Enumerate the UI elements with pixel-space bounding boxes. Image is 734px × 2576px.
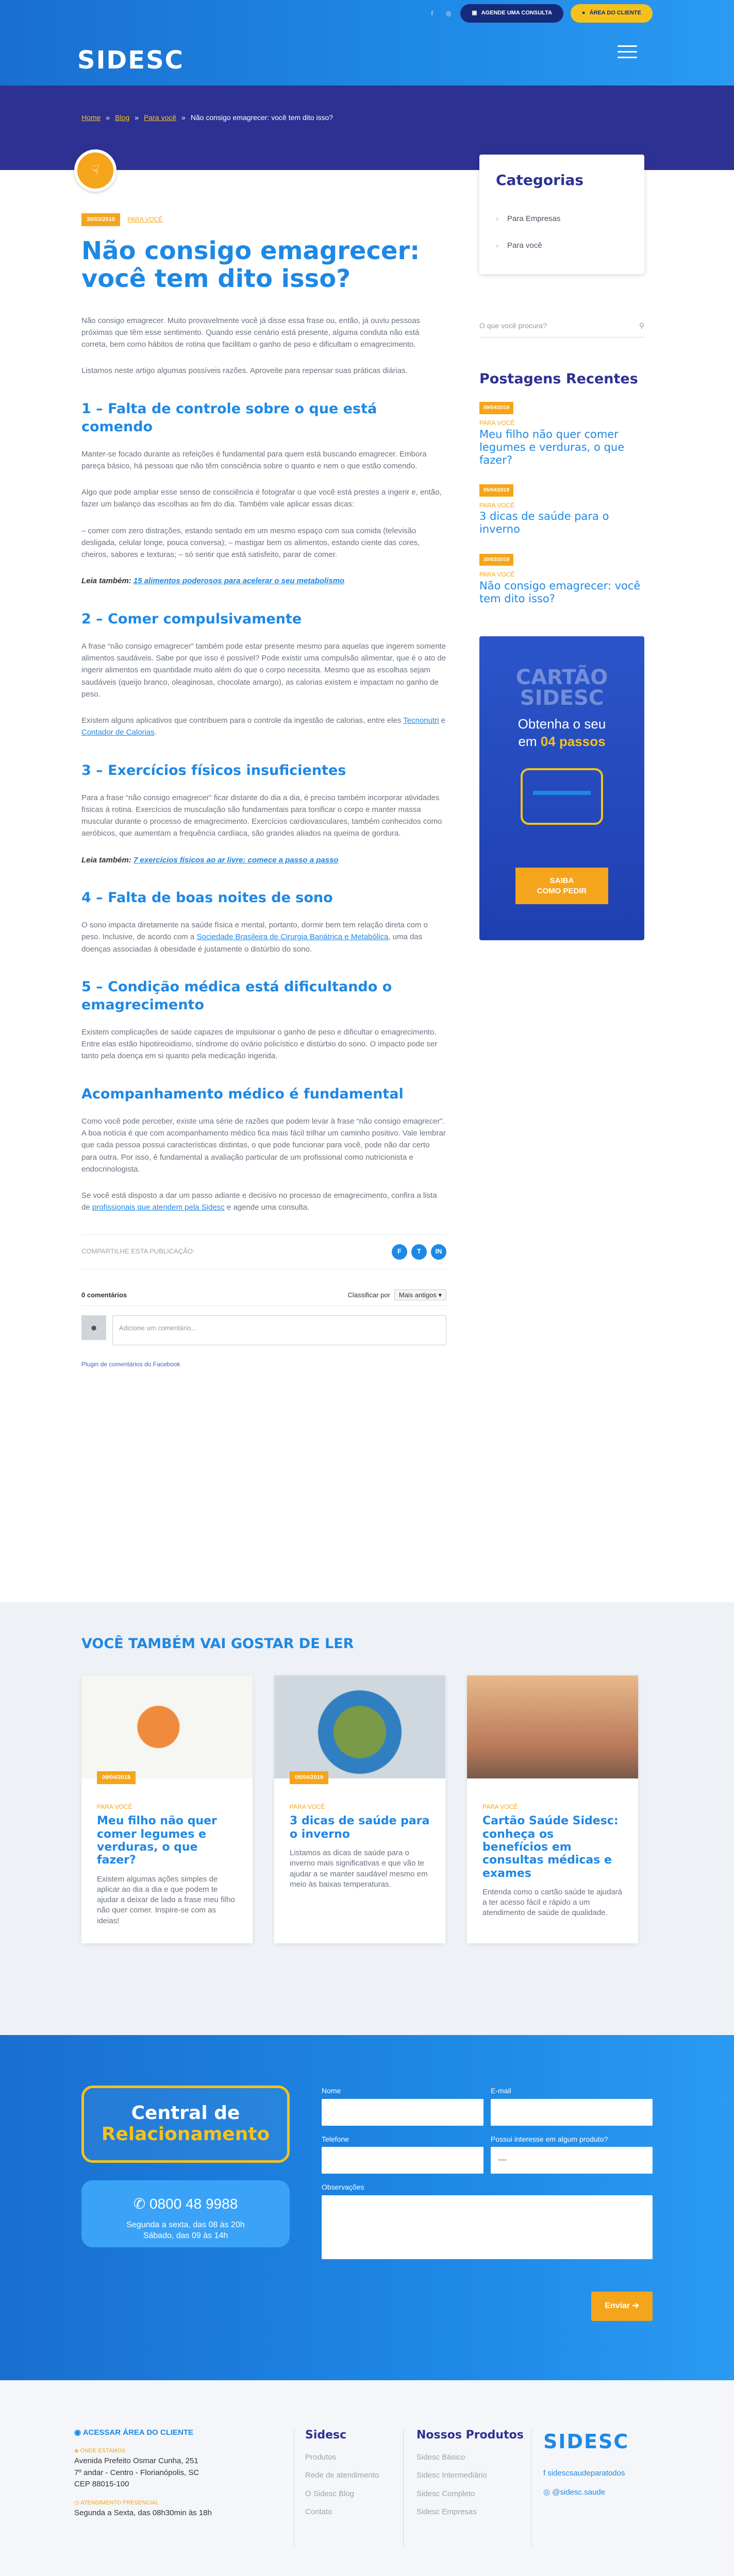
contact-title: Central de [131, 2103, 240, 2124]
section-heading: 5 – Condição médica está dificultando o emagrecimento [81, 978, 392, 1013]
footer-col-title: Nossos Produtos [416, 2429, 524, 2442]
notes-label: Observações [322, 2183, 364, 2192]
facebook-handle: sidescsaudeparatodos [547, 2468, 625, 2478]
paragraph: – comer com zero distrações, estando sentado em um mesmo espaço com sua comida (televisão desligada, celular longe, pouca conversa); – mastigar bem os alimentos, estando ciente das cores, cheiros, sabores e texturas; – só sentir que está satisfeito, parar de comer. [81, 526, 420, 560]
avatar: ● [81, 1315, 106, 1340]
text: , uma das doenças associadas à obesidade é justamente o distúrbio do sono. [81, 933, 423, 954]
read-also-label: Leia também: [81, 855, 131, 865]
btn-line: SAIBA [549, 876, 574, 886]
schedule-appointment-button[interactable] [460, 4, 563, 23]
facebook-icon[interactable]: f [431, 9, 433, 17]
credit-card-icon [521, 768, 603, 825]
hours: Sábado, das 09 às 14h [143, 2231, 228, 2241]
main-content [0, 163, 734, 1602]
related-card[interactable] [81, 1675, 253, 1943]
post-date: 30/03/2019 [81, 213, 120, 226]
footer-link[interactable]: Produtos [305, 2453, 337, 2462]
section-heading: 1 – Falta de controle sobre o que está comendo [81, 400, 377, 435]
paragraph: Existem complicações de saúde capazes de impulsionar o ganho de peso e dificultar o emagrecimento. Entre elas estão hipotireoidismo, síndrome do ovário policístico e distúrbio do sono. O impacto pode ser tanto pela doença em si quanto pela medicação ingerida. [81, 1027, 438, 1061]
product-label: Possui interesse em algum produto? [491, 2134, 608, 2143]
site-header [0, 0, 734, 86]
phone-label: Telefone [322, 2134, 349, 2143]
facebook-link[interactable] [543, 2467, 662, 2479]
phone-icon: ✆ [133, 2196, 146, 2212]
name-field[interactable] [322, 2099, 483, 2126]
related-posts [0, 1602, 734, 2035]
breadcrumb-current: Não consigo emagrecer: você tem dito isso? [190, 113, 333, 122]
breadcrumb-category[interactable]: Para você [143, 113, 177, 122]
post-category: PARA VOCÊ [479, 501, 515, 509]
related-title: VOCÊ TAMBÉM VAI GOSTAR DE LER [81, 1636, 354, 1652]
product-select[interactable]: ---- [491, 2147, 653, 2174]
share-label: COMPARTILHE ESTA PUBLICAÇÃO: [81, 1247, 195, 1256]
post-excerpt: Existem algumas ações simples de aplicar ao dia a dia e que podem te ajudar a deixar de lado a frase meu filho não quer comer. Inspire-se com as ideias! [97, 1874, 235, 1925]
address-line: 7º andar - Centro - Florianópolis, SC [74, 2468, 199, 2477]
section-heading: Acompanhamento médico é fundamental [81, 1086, 404, 1102]
footer-link[interactable]: Sidesc Básico [416, 2453, 465, 2462]
phone-box [81, 2180, 290, 2247]
address-line: Avenida Prefeito Osmar Cunha, 251 [74, 2456, 198, 2466]
sort-label: Classificar por [347, 1291, 390, 1299]
arrow-right-icon: ➔ [632, 2301, 639, 2310]
post-title[interactable]: 3 dicas de saúde para o inverno [479, 510, 609, 536]
client-area-button[interactable] [571, 4, 653, 23]
footer-logo[interactable]: SIDESC [543, 2430, 629, 2453]
promo-sub-line: em [518, 733, 537, 749]
clock-icon: ◷ [74, 2499, 79, 2506]
linkedin-share-icon[interactable]: IN [431, 1244, 446, 1260]
facebook-icon: f [543, 2468, 546, 2478]
text: e agende uma consulta. [226, 1203, 309, 1212]
post-category: PARA VOCÊ [97, 1803, 132, 1810]
post-category: PARA VOCÊ [290, 1803, 325, 1810]
paragraph: Como você pode perceber, existe uma série de razões que podem levar à frase “não consigo emagrecer”. A boa notícia é que com acompanhamento médico fica mais fácil trilhar um caminho positivo. Vale lembrar que cada pessoa possui características distintas, o que pode funcionar para você, pode não dar certo para outra. Por isso, é fundamental a avaliação particular de um profissional como nutricionista e endocrinologista. [81, 1116, 446, 1174]
contact-form [322, 2086, 653, 2310]
footer-sidesc-links [305, 2427, 388, 2524]
divider [403, 2429, 404, 2547]
phone-field[interactable] [322, 2147, 483, 2174]
address-line: CEP 88015-100 [74, 2480, 129, 2489]
search-input[interactable] [479, 320, 644, 337]
notes-field[interactable] [322, 2195, 653, 2259]
instagram-icon: ◎ [543, 2488, 550, 2497]
recent-post[interactable] [479, 401, 644, 467]
contact-title-highlight: Relacionamento [101, 2124, 270, 2145]
footer-link[interactable]: Sidesc Completo [416, 2489, 475, 2498]
footer-link[interactable]: Contato [305, 2507, 332, 2516]
paragraph [81, 919, 446, 955]
promo-title-line: CARTÃO [515, 666, 608, 690]
footer-col-title: Sidesc [305, 2429, 347, 2442]
paragraph: Listamos neste artigo algumas possíveis razões. Aproveite para repensar suas práticas diárias. [81, 366, 408, 376]
instagram-link[interactable] [543, 2486, 662, 2498]
phone-number[interactable]: 0800 48 9988 [149, 2196, 238, 2212]
paragraph: Para a frase “não consigo emagrecer” ficar distante do dia a dia, é preciso também incorporar atividades físicas à rotina. Exercícios de musculação são fundamentais para tonificar o corpo e manter massa muscular durante o processo de emagrecimento. Exercícios cardiovasculares, também conhecidos como aeróbicos, que aumentam a frequência cardíaca, são grandes aliados na queima de gordura. [81, 793, 442, 838]
footer-products-links [416, 2427, 530, 2524]
breadcrumb-separator: » [135, 113, 139, 122]
related-card[interactable] [274, 1675, 445, 1943]
post-date: 05/04/2019 [290, 1771, 328, 1784]
relationship-center-box [81, 2086, 290, 2163]
post-category: PARA VOCÊ [479, 571, 515, 579]
post-category: PARA VOCÊ [482, 1803, 518, 1810]
fb-plugin-link[interactable]: Plugin de comentários do Facebook [81, 1360, 180, 1368]
recent-title: Postagens Recentes [479, 370, 638, 387]
hours-label: ATENDIMENTO PRESENCIAL [80, 2499, 159, 2506]
promo-sub-line: Obtenha o seu [518, 716, 606, 732]
hamburger-menu-icon[interactable] [618, 45, 637, 62]
calendar-icon: ▣ [472, 10, 477, 16]
promo-subtitle [479, 716, 644, 751]
recent-post[interactable] [479, 483, 644, 536]
address-label: ONDE ESTAMOS [80, 2448, 126, 2454]
contact-section [0, 2035, 734, 2380]
paragraph: A frase “não consigo emagrecer” também pode estar presente mesmo para aquelas que ingerem somente alimentos saudáveis. Sabe por que isso é possível? Pode existir uma compulsão alimentar, que é o ato de ingerir alimentos em quantidade muito além do que o corpo necessita. Mesmo que as escolhas sejam saudáveis (queijo branco, oleaginosas, chocolate amargo), as calorias existem e impactam no ganho de peso. [81, 641, 446, 699]
facebook-comments [81, 1290, 446, 1369]
sidebar [479, 155, 644, 940]
read-also [81, 575, 446, 587]
post-title[interactable]: Meu filho não quer comer legumes e verduras, o que fazer? [97, 1815, 217, 1867]
footer-info [74, 2427, 301, 2519]
sbcbm-link[interactable]: Sociedade Brasileira de Cirurgia Bariátrica e Metabólica [196, 933, 389, 942]
contador-calorias-link[interactable]: Contador de Calorias [81, 728, 155, 737]
breadcrumb-separator: » [106, 113, 110, 122]
schedule-label: AGENDE UMA CONSULTA [481, 10, 552, 16]
tecnonutri-link[interactable]: Tecnonutri [403, 716, 439, 725]
sort-select[interactable]: Mais antigos ▾ [394, 1290, 446, 1300]
hours: Segunda a sexta, das 08 às 20h [126, 2221, 245, 2230]
promo-title-line: SIDESC [520, 686, 604, 710]
paragraph: Manter-se focado durante as refeições é fundamental para quem está buscando emagrecer. Embora pareça básico, há pessoas que não têm consciência sobre o quanto e nem o que estão comendo. [81, 449, 427, 470]
site-logo[interactable]: SIDESC [77, 46, 184, 75]
footer-brand [543, 2427, 662, 2505]
footer-link[interactable]: Sidesc Empresas [416, 2507, 477, 2516]
post-title[interactable]: Cartão Saúde Sidesc: conheça os benefícios em consultas médicas e exames [482, 1815, 619, 1880]
post-date: 09/04/2019 [97, 1771, 136, 1784]
read-also-link[interactable]: 15 alimentos poderosos para acelerar o seu metabolismo [133, 577, 345, 586]
post-excerpt: Listamos as dicas de saúde para o inverno mais significativas e que vão te ajudar a se manter saudável mesmo em meio às baixas temperaturas. [290, 1849, 428, 1889]
instagram-handle: @sidesc.saude [552, 2488, 606, 2497]
text: O sono impacta diretamente na saúde física e mental, portanto, dormir bem tem relação direta com o peso. Inclusive, de acordo com a [81, 921, 428, 942]
twitter-share-icon[interactable]: T [411, 1244, 427, 1260]
post-category: PARA VOCÊ [479, 419, 515, 427]
btn-line: COMO PEDIR [537, 886, 587, 895]
facebook-share-icon[interactable]: F [392, 1244, 407, 1260]
user-icon: ● [581, 10, 586, 16]
read-also [81, 854, 446, 866]
vegetables-image [81, 1675, 253, 1778]
text: Existem alguns aplicativos que contribuem para o controle da ingestão de calorias, entre eles [81, 716, 402, 725]
post-title: Não consigo emagrecer: você tem dito isso? [81, 236, 420, 293]
categories-title: Categorias [496, 172, 584, 189]
post-date: 05/04/2019 [479, 484, 513, 497]
recent-posts [479, 368, 644, 605]
card-promo-banner[interactable] [479, 636, 644, 940]
footer-link[interactable]: O Sidesc Blog [305, 2489, 355, 2498]
text: Se você está disposto a dar um passo adiante e decisivo no processo de emagrecimento, confira a lista de [81, 1191, 437, 1212]
email-label: E-mail [491, 2087, 511, 2095]
promo-highlight: 04 passos [540, 733, 606, 749]
section-heading: 4 – Falta de boas noites de sono [81, 889, 333, 906]
client-area-link[interactable] [74, 2427, 301, 2438]
recent-post[interactable] [479, 553, 644, 605]
search-placeholder: O que você procura? [479, 321, 547, 330]
client-area-label: ACESSAR ÁREA DO CLIENTE [82, 2428, 194, 2437]
promo-title [479, 667, 644, 708]
categories-box [479, 155, 644, 274]
comment-count: 0 comentários [81, 1291, 127, 1299]
send-label: Enviar [605, 2301, 630, 2310]
friends-image [467, 1675, 638, 1778]
name-label: Nome [322, 2087, 341, 2095]
hours-text: Segunda a Sexta, das 08h30min às 18h [74, 2508, 212, 2517]
site-footer [0, 2380, 734, 2576]
breadcrumb [81, 112, 333, 124]
read-also-link[interactable]: 7 exercícios físicos ao ar livre: comece a passo a passo [133, 855, 339, 865]
top-bar [427, 4, 653, 23]
post-category[interactable]: PARA VOCÊ [127, 216, 163, 224]
professionals-link[interactable]: profissionais que atendem pela Sidesc [92, 1203, 225, 1212]
read-also-label: Leia também: [81, 577, 131, 586]
instagram-icon[interactable]: ◎ [445, 9, 452, 17]
location-icon: ◈ [74, 2448, 79, 2454]
client-area-label: ÁREA DO CLIENTE [589, 10, 641, 16]
search-icon[interactable]: ⚲ [639, 321, 644, 330]
paragraph: Existem alguns aplicativos que contribuem para o controle da ingestão de calorias, entre eles Tecnonutri e Contador de Calorias. [81, 716, 445, 737]
breadcrumb-home[interactable]: Home [81, 113, 101, 122]
post-title[interactable]: Meu filho não quer comer legumes e verduras, o que fazer? [479, 428, 625, 466]
post-title[interactable]: 3 dicas de saúde para o inverno [290, 1815, 430, 1841]
footer-link[interactable]: Rede de atendimento [305, 2471, 379, 2480]
category-item[interactable]: › Para Empresas [496, 206, 628, 232]
section-heading: 3 – Exercícios físicos insuficientes [81, 762, 346, 778]
share-bar [81, 1234, 446, 1269]
article [81, 213, 446, 1369]
learn-how-button[interactable] [515, 868, 608, 904]
paragraph [81, 1190, 446, 1214]
hand-pointer-icon: ☟ [74, 149, 116, 192]
paragraph: Algo que pode ampliar esse senso de consciência é fotografar o que você está prestes a ingerir e, então, fazer um balanço das escolhas ao fim do dia. Também vale aplicar essas dicas: [81, 488, 442, 509]
related-card[interactable] [467, 1675, 638, 1943]
footer-link[interactable]: Sidesc Intermediário [416, 2471, 487, 2480]
post-title[interactable]: Não consigo emagrecer: você tem dito isso? [479, 579, 641, 605]
email-field[interactable] [491, 2099, 653, 2126]
send-button[interactable] [591, 2292, 653, 2321]
text: e [441, 716, 445, 725]
paragraph: Não consigo emagrecer. Muito provavelmente você já disse essa frase ou, então, já ouviu pessoas próximas que têm esse sentimento. Quando esse cenário está presente, alguma conduta não está correta, bem como hábitos de rotina que facilitam o ganho de peso e dificultam o emagrecimento. [81, 316, 421, 349]
category-item[interactable]: › Para você [496, 232, 628, 259]
post-excerpt: Entenda como o cartão saúde te ajudará a ter acesso fácil e rápido a um atendimento de saúde de qualidade. [482, 1887, 623, 1918]
user-icon: ◉ [74, 2428, 81, 2437]
breadcrumb-blog[interactable]: Blog [115, 113, 130, 122]
breadcrumb-separator: » [181, 113, 186, 122]
section-heading: 2 – Comer compulsivamente [81, 611, 302, 627]
post-date: 09/04/2019 [479, 402, 513, 414]
soup-image [274, 1675, 445, 1778]
comment-input[interactable]: Adicione um comentário... [112, 1315, 446, 1345]
post-date: 30/03/2019 [479, 554, 513, 566]
